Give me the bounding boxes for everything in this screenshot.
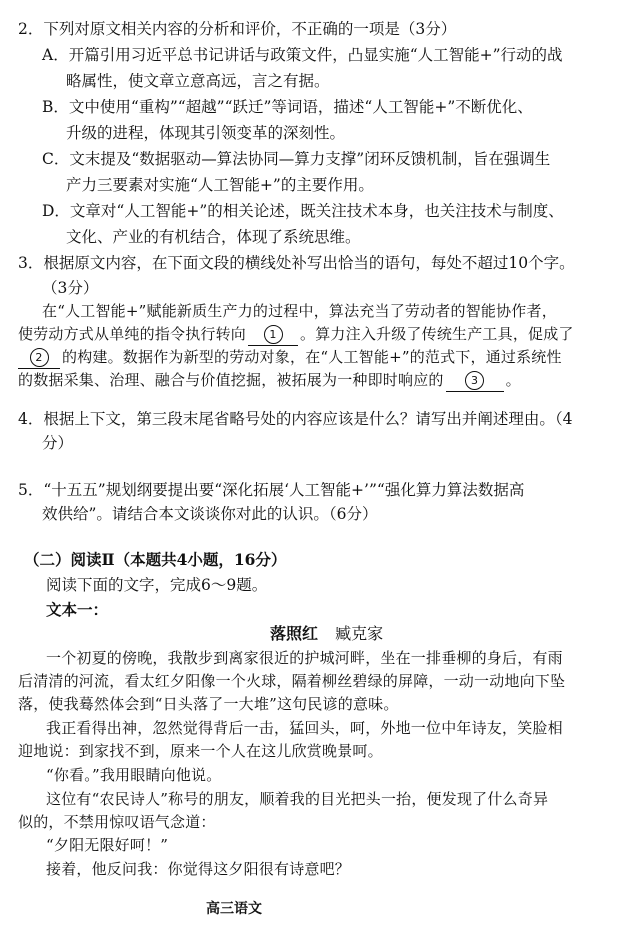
q2-option-d-line1: D．文章对“人工智能+”的相关论述，既关注技术本身，也关注技术与制度、	[42, 202, 564, 220]
q3-passage-text: 。	[505, 371, 521, 389]
q3-passage-line3	[18, 346, 562, 369]
blank-number: 1	[264, 325, 283, 344]
page-footer: 高三语文	[206, 901, 262, 917]
q2-option-c-line2: 产力三要素对实施“人工智能+”的主要作用。	[66, 176, 374, 194]
q2-stem: 2．下列对原文相关内容的分析和评价，不正确的一项是（3分）	[18, 20, 457, 38]
blank-number: 3	[465, 371, 484, 390]
paragraph-line: 这位有“农民诗人”称号的朋友，顺着我的目光把头一抬，便发现了什么奇异	[46, 790, 549, 808]
q4-line2: 分）	[42, 434, 74, 452]
paragraph-line: 似的，不禁用惊叹语气念道：	[18, 813, 216, 831]
paragraph-line: 接着，他反问我：你觉得这夕阳很有诗意吧？	[46, 860, 351, 878]
paragraph-line: 我正看得出神，忽然觉得背后一击，猛回头，呵，外地一位中年诗友，笑脸相	[46, 719, 563, 737]
answer-blank-2[interactable]	[18, 346, 60, 369]
q3-stem: 3．根据原文内容，在下面文段的横线处补写出恰当的语句，每处不超过10个字。	[18, 254, 575, 272]
q3-passage-line1: 在“人工智能+”赋能新质生产力的过程中，算法充当了劳动者的智能协作者，	[42, 302, 557, 320]
q2-option-b-line1: B．文中使用“重构”“超越”“跃迁”等词语，描述“人工智能+”不断优化、	[42, 98, 533, 116]
blank-number: 2	[30, 348, 49, 367]
paragraph-line: 一个初夏的傍晚，我散步到离家很近的护城河畔，坐在一排垂柳的身后，有雨	[46, 649, 563, 667]
q2-option-a-line2: 略属性，使文章立意高远，言之有据。	[66, 72, 330, 90]
q3-passage-text: 的构建。数据作为新型的劳动对象，在“人工智能+”的范式下，通过系统性	[62, 348, 562, 366]
article-author: 臧克家	[335, 624, 384, 643]
q2-option-c-line1: C．文末提及“数据驱动—算法协同—算力支撑”闭环反馈机制，旨在强调生	[42, 150, 551, 168]
q3-passage-text: 使劳动方式从单纯的指令执行转向	[18, 325, 247, 343]
q2-option-b-line2: 升级的进程，体现其引领变革的深刻性。	[66, 124, 346, 142]
answer-blank-3[interactable]	[446, 369, 504, 392]
paragraph-line: “夕阳无限好呵！”	[46, 836, 169, 854]
answer-blank-1[interactable]	[248, 323, 298, 346]
q3-passage-text: 。算力注入升级了传统生产工具，促成了	[300, 325, 574, 343]
section-heading: （二）阅读Ⅱ（本题共4小题，16分）	[24, 550, 287, 569]
q3-passage-text: 的数据采集、治理、融合与价值挖掘，被拓展为一种即时响应的	[18, 371, 444, 389]
q4-line1: 4．根据上下文，第三段末尾省略号处的内容应该是什么？请写出并阐述理由。（4	[18, 410, 573, 428]
q2-option-d-line2: 文化、产业的有机结合，体现了系统思维。	[66, 228, 361, 246]
q3-passage-line2	[18, 323, 574, 346]
q5-line2: 效供给”。请结合本文谈谈你对此的认识。（6分）	[42, 505, 378, 523]
q3-passage-line4	[18, 369, 521, 392]
article-title: 落照红	[270, 624, 319, 643]
article-title-line	[270, 623, 383, 645]
q2-option-a-line1: A．开篇引用习近平总书记讲话与政策文件，凸显实施“人工智能+”行动的战	[42, 46, 563, 64]
paragraph-line: 迎地说：到家找不到，原来一个人在这儿欣赏晚景呵。	[18, 742, 383, 760]
q5-line1: 5．“十五五”规划纲要提出要“深化拓展‘人工智能+’”“强化算力算法数据高	[18, 481, 525, 499]
text1-label: 文本一：	[46, 600, 109, 619]
paragraph-line: 落，使我蓦然体会到“日头落了一大堆”这句民谚的意味。	[18, 695, 399, 713]
paragraph-line: 后清清的河流，看太红夕阳像一个火球，隔着柳丝碧绿的屏障，一动一动地向下坠	[18, 672, 566, 690]
section-instruction: 阅读下面的文字，完成6～9题。	[46, 576, 268, 594]
q3-score: （3分）	[42, 279, 99, 297]
paragraph-line: “你看。”我用眼睛向他说。	[46, 766, 222, 784]
